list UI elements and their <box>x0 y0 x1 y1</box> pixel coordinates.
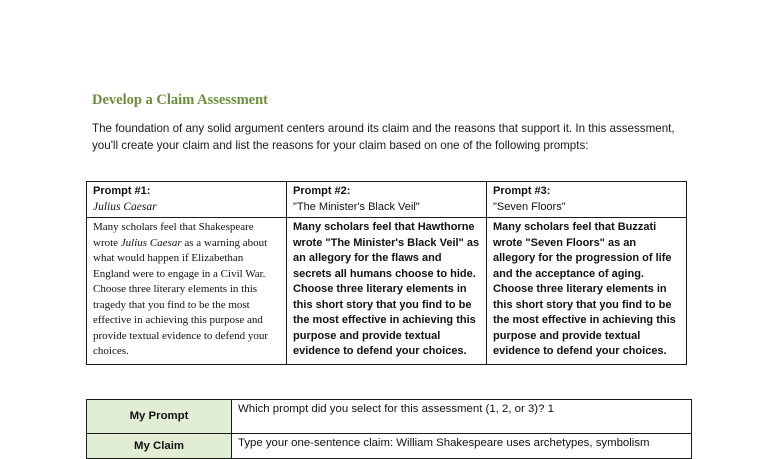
prompt-2-header <box>287 182 487 218</box>
my-claim-field[interactable]: Type your one-sentence claim: William Shakespeare uses archetypes, symbolism <box>232 434 692 459</box>
my-claim-label: My Claim <box>87 434 232 459</box>
prompt-1-title: Prompt #1: <box>93 185 151 197</box>
my-prompt-field[interactable]: Which prompt did you select for this assessment (1, 2, or 3)? 1 <box>232 400 692 434</box>
prompts-body-row <box>87 218 687 365</box>
prompts-table <box>86 181 687 365</box>
answers-table <box>86 399 692 459</box>
intro-paragraph: The foundation of any solid argument centers around its claim and the reasons that support it. In this assessment, you'll create your claim and list the reasons for your claim based on one of the following prompts: <box>92 122 675 152</box>
prompt-2-description: Many scholars feel that Hawthorne wrote "The Minister's Black Veil" as an allegory for the flaws and secrets all humans choose to hide. Choose three literary elements in this short story that you find to be the most effective in achieving this purpose and provide textual evidence to defend your choices. <box>287 218 487 365</box>
my-prompt-label: My Prompt <box>87 400 232 434</box>
prompt-1-body-after: as a warning about what would happen if Elizabethan England were to engage in a Civil War. Choose three literary elements in this tragedy that you find to be the most effective in achieving this purpose and provide textual evidence to defend your choices. <box>93 236 269 357</box>
prompt-3-header <box>487 182 687 218</box>
prompt-3-title: Prompt #3: <box>493 185 551 197</box>
prompt-3-description: Many scholars feel that Buzzati wrote "Seven Floors" as an allegory for the progression of life and the acceptance of aging. Choose three literary elements in this short story that you find to be the most effective in achieving this purpose and provide textual evidence to defend your choices. <box>487 218 687 365</box>
prompt-2-subtitle: "The Minister's Black Veil" <box>293 200 420 213</box>
prompt-1-body-before: Many scholars feel that Shakespeare wrote <box>93 221 254 249</box>
prompt-1-header <box>87 182 287 218</box>
my-claim-row <box>87 434 692 459</box>
prompt-1-description <box>87 218 287 365</box>
assessment-heading: Develop a Claim Assessment <box>92 92 269 108</box>
prompt-1-subtitle: Julius Caesar <box>93 200 157 213</box>
prompt-2-title: Prompt #2: <box>293 185 351 197</box>
my-prompt-row <box>87 400 692 434</box>
prompt-1-body-italic: Julius Caesar <box>120 236 182 249</box>
prompt-3-subtitle: "Seven Floors" <box>493 200 566 213</box>
prompts-header-row <box>87 182 687 218</box>
